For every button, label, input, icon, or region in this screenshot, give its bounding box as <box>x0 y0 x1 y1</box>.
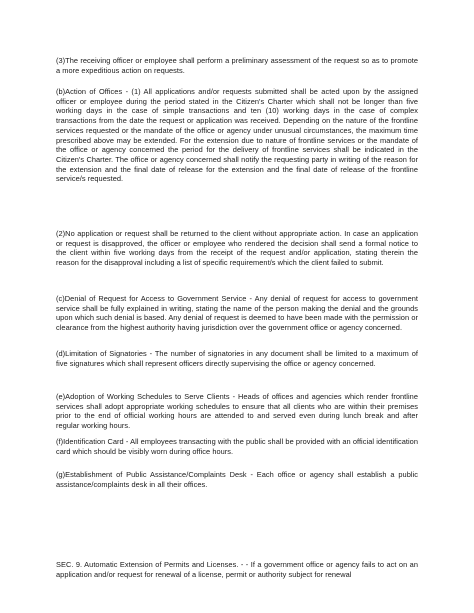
paragraph-no-application-returned: (2)No application or request shall be returned to the client without appropriate action. In case an application or request is disapproved, the officer or employee who rendered the decision shall send a formal notice to the client within five working days from the receipt of the request and/or application, stating therein the reason for the disapproval including a list of specific requirement/s which the client failed to submit. <box>56 229 418 268</box>
paragraph-preliminary-assessment: (3)The receiving officer or employee shall perform a preliminary assessment of the request so as to promote a more expeditious action on requests. <box>56 56 418 75</box>
paragraph-public-assistance-desk: (g)Establishment of Public Assistance/Complaints Desk - Each office or agency shall establish a public assistance/complaints desk in all their offices. <box>56 470 418 489</box>
paragraph-limitation-of-signatories: (d)Limitation of Signatories - The number of signatories in any document shall be limited to a maximum of five signatures which shall represent officers directly supervising the office or agency concerned. <box>56 349 418 368</box>
paragraph-adoption-of-working-schedules: (e)Adoption of Working Schedules to Serve Clients - Heads of offices and agencies which render frontline services shall adopt appropriate working schedules to ensure that all clients who are within their premises prior to the end of official working hours are attended to and served even during lunch break and after regular working hours. <box>56 392 418 431</box>
paragraph-sec-9-automatic-extension: SEC. 9. Automatic Extension of Permits and Licenses. - - If a government office or agency fails to act on an application and/or request for renewal of a license, permit or authority subject for renewal <box>56 560 418 579</box>
paragraph-identification-card: (f)Identification Card - All employees transacting with the public shall be provided with an official identification card which should be visibly worn during office hours. <box>56 437 418 456</box>
paragraph-denial-of-request: (c)Denial of Request for Access to Government Service - Any denial of request for access to government service shall be fully explained in writing, stating the name of the person making the denial and the grounds upon which such denial is based. Any denial of request is deemed to have been made with the permission or clearance from the highest authority having jurisdiction over the government office or agency concerned. <box>56 294 418 333</box>
paragraph-action-of-offices: (b)Action of Offices - (1) All applications and/or requests submitted shall be acted upon by the assigned officer or employee during the period stated in the Citizen's Charter which shall not be longer than five working days in the case of simple transactions and ten (10) working days in the case of complex transactions from the date the request or application was received. Depending on the nature of the frontline services requested or the mandate of the office or agency under unusual circumstances, the maximum time prescribed above may be extended. For the extension due to nature of frontline services or the mandate of the office or agency concerned the period for the delivery of frontline services shall be indicated in the Citizen's Charter. The office or agency concerned shall notify the requesting party in writing of the reason for the extension and the final date of release for the extension and the final date of release of the frontline service/s requested. <box>56 87 418 184</box>
